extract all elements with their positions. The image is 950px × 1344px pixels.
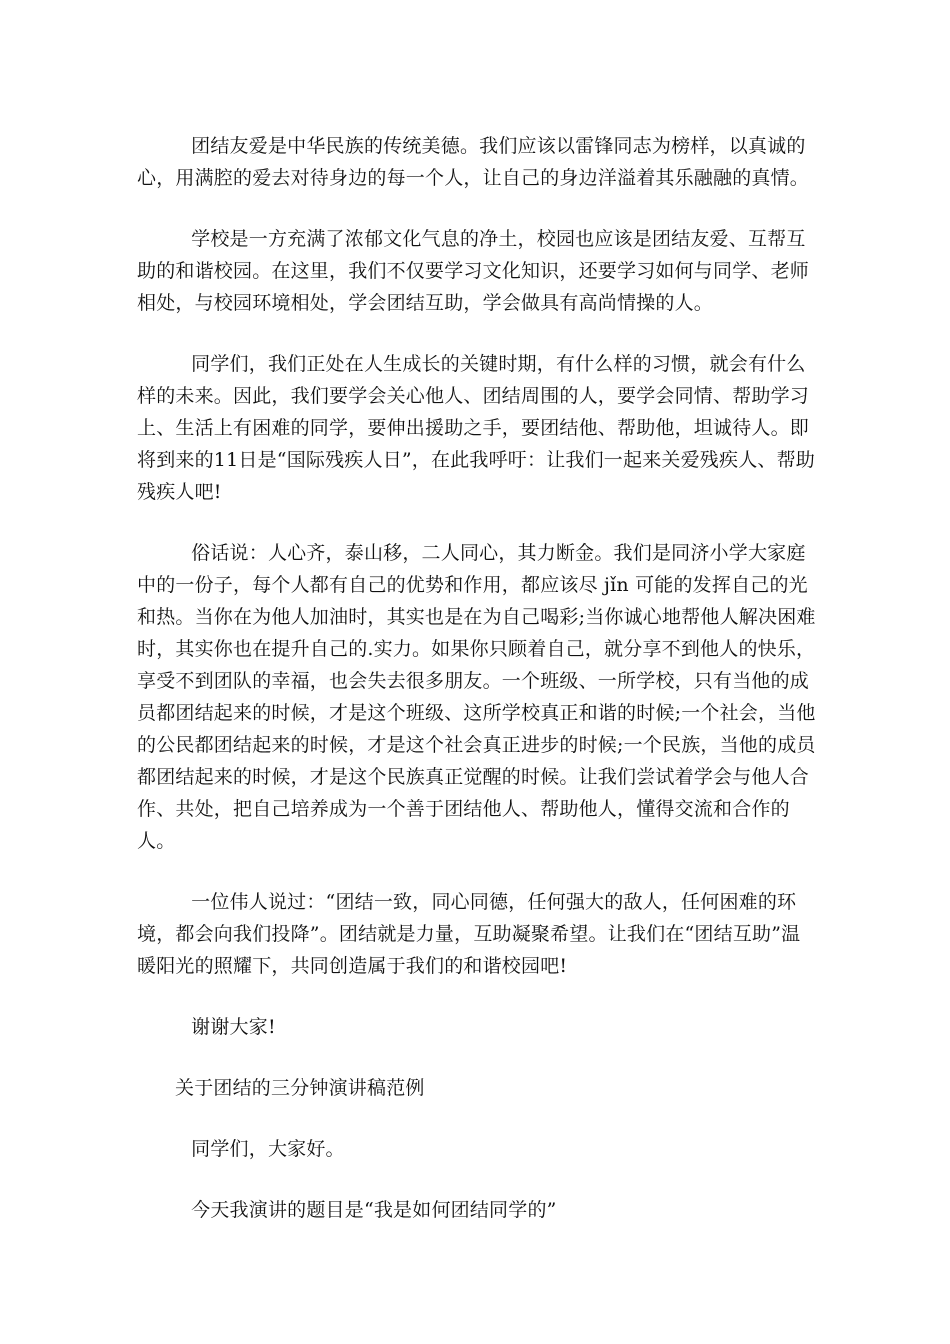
paragraph-school-harmony: 学校是一方充满了浓郁文化气息的净土，校园也应该是团结友爱、互帮互助的和谐校园。在这里，我们不仅要学习文化知识，还要学习如何与同学、老师相处，与校园环境相处，学会团结互助，学会做具有高尚情操的人。 xyxy=(137,228,810,314)
paragraph-great-man-quote: 一位伟人说过：“团结一致，同心同德，任何强大的敌人，任何困难的环境，都会向我们投降”。团结就是力量，互助凝聚希望。让我们在“团结互助”温暖阳光的照耀下，共同创造属于我们的和谐校园吧! xyxy=(137,891,801,977)
paragraph-proverb: 俗话说：人心齐，泰山移，二人同心，其力断金。我们是同济小学大家庭中的一份子，每个人都有自己的优势和作用，都应该尽 jǐn 可能的发挥自己的光和热。当你在为他人加油时，其实也是在为自己喝彩;当你诚心地帮他人解决困难时，其实你也在提升自己的.实力。如果你只顾着自己，就分享不到他人的快乐，享受不到团队的幸福，也会失去很多朋友。一个班级、一所学校，只有当他的成员都团结起来的时候，才是这个班级、这所学校真正和谐的时候;一个社会，当他的公民都团结起来的时候，才是这个社会真正进步的时候;一个民族，当他的成员都团结起来的时候，才是这个民族真正觉醒的时候。让我们尝试着学会与他人合作、共处，把自己培养成为一个善于团结他人、帮助他人，懂得交流和合作的人。 xyxy=(137,542,816,852)
paragraph-greeting: 同学们，大家好。 xyxy=(191,1138,345,1160)
paragraph-unity-virtue: 团结友爱是中华民族的传统美德。我们应该以雷锋同志为榜样，以真诚的心，用满腔的爱去对待身边的每一个人，让自己的身边洋溢着其乐融融的真情。 xyxy=(137,135,810,189)
paragraph-speech-topic: 今天我演讲的题目是“我是如何团结同学的” xyxy=(191,1199,557,1221)
paragraph-thanks: 谢谢大家! xyxy=(191,1016,276,1038)
paragraph-caring-classmates: 同学们，我们正处在人生成长的关键时期，有什么样的习惯，就会有什么样的未来。因此，我们要学会关心他人、团结周围的人，要学会同情、帮助学习上、生活上有困难的同学，要伸出援助之手，要团结他、帮助他，坦诚待人。即将到来的11日是“国际残疾人日”，在此我呼吁：让我们一起来关爱残疾人、帮助残疾人吧! xyxy=(137,353,816,503)
document-body xyxy=(137,130,817,1255)
section-title: 关于团结的三分钟演讲稿范例 xyxy=(175,1077,425,1099)
